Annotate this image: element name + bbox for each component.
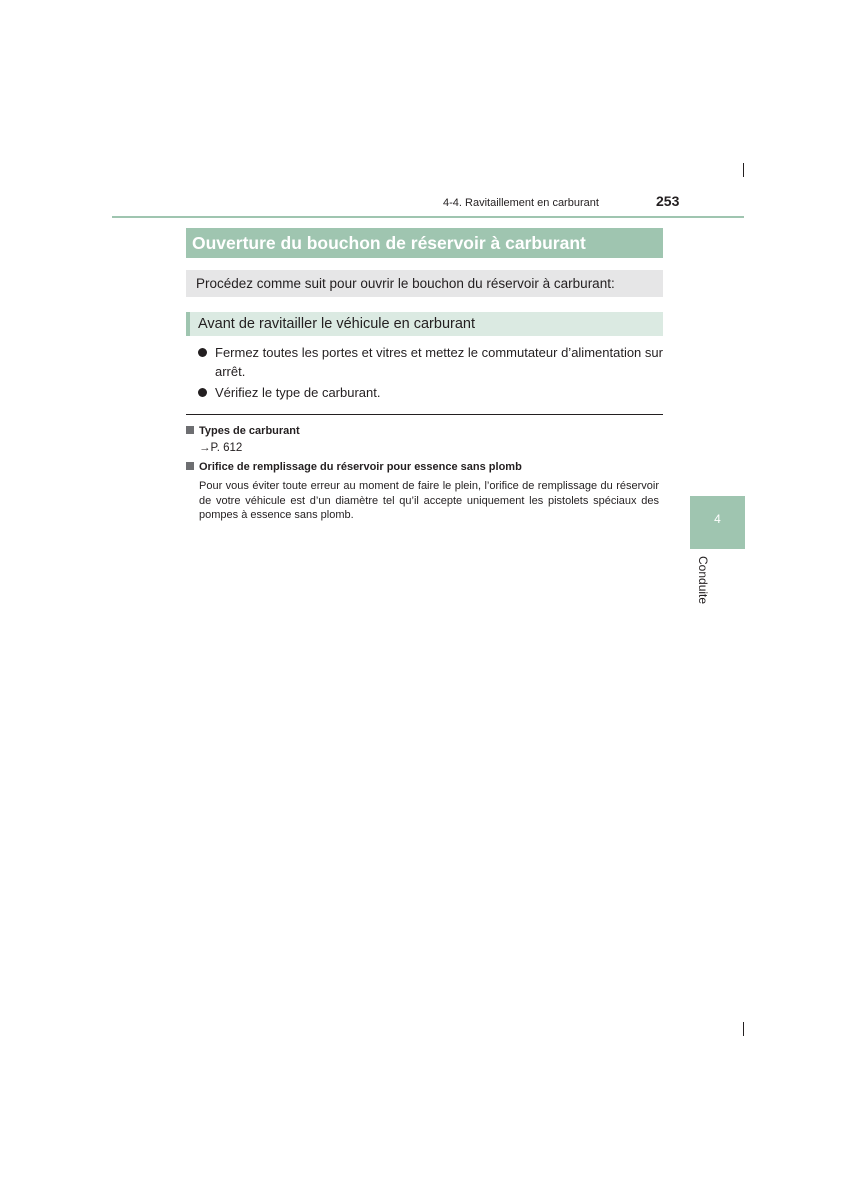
page-reference-text: P. 612 <box>210 442 243 454</box>
intro-text: Procédez comme suit pour ouvrir le bouchon du réservoir à carburant: <box>186 270 663 297</box>
header-rule <box>112 216 744 218</box>
bullet-text: Fermez toutes les portes et vitres et mettez le commutateur d’alimentation sur arrêt. <box>215 345 663 379</box>
square-bullet-icon <box>186 426 194 434</box>
bullet-icon <box>198 388 207 397</box>
note-heading-text: Types de carburant <box>199 425 300 437</box>
note-heading <box>186 424 300 438</box>
arrow-right-icon: → <box>199 442 211 454</box>
bullet-list <box>197 343 663 404</box>
chapter-number: 4 <box>714 512 721 526</box>
list-item <box>197 383 663 402</box>
note-heading <box>186 460 522 474</box>
square-bullet-icon <box>186 462 194 470</box>
header-section-title: 4-4. Ravitaillement en carburant <box>443 197 599 209</box>
divider <box>186 414 663 415</box>
list-item <box>197 343 663 381</box>
subsection-title: Avant de ravitailler le véhicule en carburant <box>186 312 663 336</box>
chapter-tab[interactable] <box>690 496 745 549</box>
note-body: Pour vous éviter toute erreur au moment de faire le plein, l’orifice de remplissage du réservoir de votre véhicule est d’un diamètre tel qu’il accepte uniquement les pistolets spéciaux des pompes à essence sans plomb. <box>199 480 659 521</box>
page-number: 253 <box>656 193 680 209</box>
bullet-icon <box>198 348 207 357</box>
section-title: Ouverture du bouchon de réservoir à carburant <box>186 228 663 258</box>
bullet-text: Vérifiez le type de carburant. <box>215 385 381 400</box>
page-reference[interactable] <box>199 441 242 455</box>
note-heading-text: Orifice de remplissage du réservoir pour essence sans plomb <box>199 461 522 473</box>
crop-mark-bottom <box>743 1022 744 1036</box>
crop-mark-top <box>743 163 744 177</box>
chapter-label: Conduite <box>696 556 710 605</box>
